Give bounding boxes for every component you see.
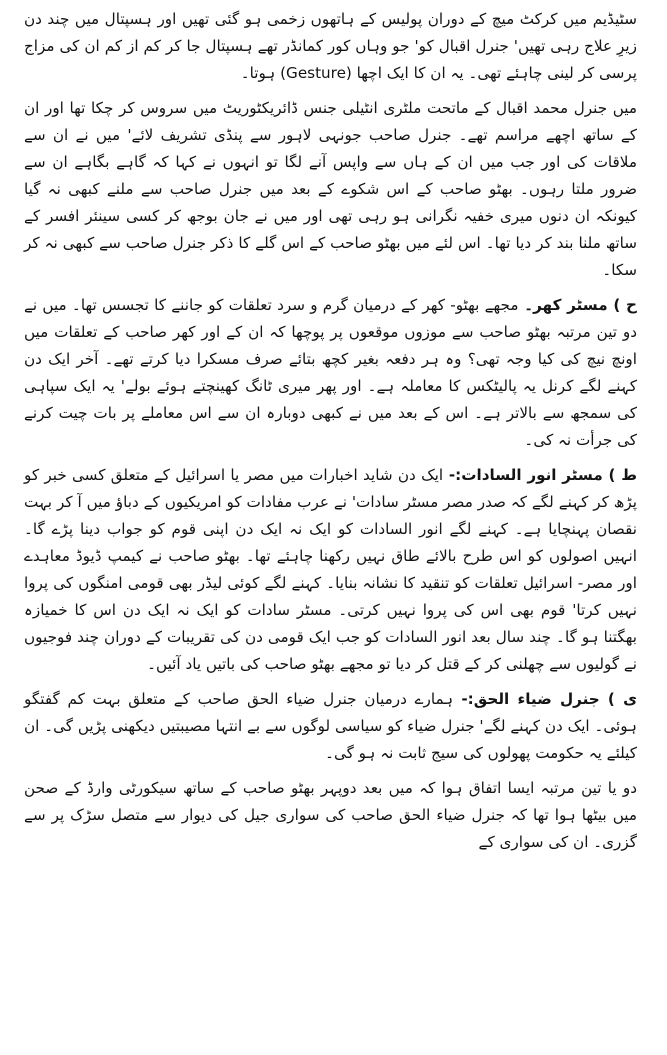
section-heading: مسٹر انور السادات:- bbox=[443, 466, 603, 484]
section-marker: ح ) bbox=[607, 296, 637, 314]
text-line: میں جنرل محمد اقبال کے ماتحت ملٹری انٹیلی جنس ڈائریکٹوریٹ میں سروس کر چکا تھا اور ان کے ساتھ اچھے bbox=[24, 99, 638, 144]
text-line: کے اس شکوے کے بعد میں جنرل صاحب سے ملنے کبھی نہ گیا کیونکہ ان دنوں میری خفیہ نگرانی ہو رہی تھی bbox=[24, 180, 637, 225]
paragraph-mr-khar bbox=[24, 292, 637, 454]
text-line: معاملہ ہے۔ اور پھر میری ٹانگ کھینچتے ہوئے بولے' یہ ایک سپاہی کی سمجھ سے بالاتر ہے۔ اس کے بعد میں bbox=[24, 377, 637, 422]
section-marker: ط ) bbox=[602, 466, 638, 484]
text-line: بالائے طاق نہیں رکھنا چاہئے تھا۔ بھٹو صاحب نے کیمپ ڈیوڈ معاہدے اور مصر- اسرائیل تعلقات کو تنقید bbox=[24, 547, 637, 592]
text-line: سیج ثابت نہ ہو گی۔ bbox=[325, 744, 459, 762]
text-line: سٹیڈیم میں کرکٹ میچ کے دوران پولیس کے ہاتھوں زخمی ہو گئی تھیں اور ہسپتال میں چند دن زیرِ علاج رہی bbox=[24, 10, 637, 55]
text-line: مرتبہ بھٹو صاحب سے موزوں موقعوں پر پوچھا کہ ان کے اور کھر صاحب کے تعلقات میں اونچ نیچ کی کیا وجہ bbox=[24, 323, 637, 368]
text-line: تقریبات کے دوران چند فوجیوں نے گولیوں سے چھلنی کر کے قتل کر دیا تو مجھے بھٹو صاحب کی باتیں یاد bbox=[24, 628, 637, 673]
section-marker: ی ) bbox=[599, 690, 637, 708]
section-heading: جنرل ضیاء الحق:- bbox=[453, 690, 600, 708]
paragraph-security-ward bbox=[24, 775, 637, 856]
text-line: آئیں۔ bbox=[147, 655, 181, 673]
section-heading: مسٹر کھر۔ bbox=[518, 296, 608, 314]
text-line: کہنے لگے' جنرل ضیاء کو سیاسی لوگوں سے بے انتہا مصیبتیں دیکھنی پڑیں گی۔ ان کیلئے یہ حکومت پھولوں کی bbox=[24, 717, 637, 762]
text-line: ہمارے درمیان جنرل ضیاء الحق صاحب کے متعلق بہت کم گفتگو ہوئی۔ ایک دن bbox=[24, 690, 638, 735]
text-line: تھیں' جنرل اقبال کو' جو وہاں کور کمانڈر تھے ہسپتال جا کر کم از کم ان کی مزاج پرسی کر لینی چاہئے تھی۔ یہ bbox=[24, 37, 637, 82]
text-line: دو یا تین مرتبہ ایسا اتفاق ہوا کہ میں بعد دوپہر بھٹو صاحب کے ساتھ سیکورٹی وارڈ کے صحن میں بیٹھا ہوا bbox=[24, 779, 638, 824]
text-line: مراسم تھے۔ جنرل صاحب جونہی لاہور سے پنڈی تشریف لائے' میں نے ان سے ملاقات کی اور جب میں bbox=[24, 126, 637, 171]
text-line: نے کبھی دوبارہ ان سے اس معاملے پر بات چیت کرنے کی جرأت نہ کی۔ bbox=[24, 404, 637, 449]
text-line: ان کا ایک اچھا (Gesture) ہوتا۔ bbox=[240, 64, 446, 82]
text-line: لگے کہ صدر مصر مسٹر سادات' نے عرب مفادات کو امریکیوں کے دباؤ میں آ کر بہت نقصان پہنچایا ہے۔ bbox=[24, 493, 637, 538]
text-line: تھی؟ وہ ہر دفعہ بغیر کچھ بتائے صرف مسکرا دیا کرتے تھے۔ آخر ایک دن کہنے لگے کرنل یہ پالیٹکس کا bbox=[24, 350, 637, 395]
text-line: سادات کو ایک نہ ایک دن اس کا خمیازہ بھگتنا ہو گا۔ چند سال بعد انور السادات کو جب ایک قومی دن کی bbox=[24, 601, 637, 646]
text-line: کا ذکر جنرل صاحب سے کبھی نہ کر سکا۔ bbox=[24, 234, 637, 279]
text-line: ان کے ہاں سے واپس آنے لگا تو انہوں نے کہا کہ گاہے بگاہے ان سے ضرور ملتا رہوں۔ بھٹو صاحب bbox=[24, 153, 637, 198]
text-line: اور میں نے جان بوجھ کر کسی سینئر افسر کے ساتھ ملنا بند کر دیا تھا۔ اس لئے میں بھٹو صاحب کے اس گلے bbox=[24, 207, 637, 252]
paragraph-zia-ul-haq bbox=[24, 686, 637, 767]
text-line: ایک دن شاید اخبارات میں مصر یا اسرائیل کے متعلق کسی خبر کو پڑھ کر کہنے bbox=[24, 466, 637, 511]
paragraph-general-iqbal bbox=[24, 95, 637, 284]
paragraph-anwar-sadat bbox=[24, 462, 637, 678]
text-line: کہنے لگے انور السادات کو ایک نہ ایک دن اپنی قوم کو جواب دینا پڑے گا۔ انہیں اصولوں کو اس طرح bbox=[24, 520, 637, 565]
paragraph-hospital-visit bbox=[24, 6, 637, 87]
text-line: تھا کہ جنرل ضیاء الحق صاحب کی سواری جیل کی دیوار سے متصل سڑک پر سے گزری۔ ان کی سواری کے bbox=[24, 806, 637, 851]
text-line: کا نشانہ بنایا۔ کہنے لگے کوئی لیڈر بھی قومی امنگوں کی پروا نہیں کرتا' قوم بھی اس کی پروا نہیں کرتی۔ مسٹر bbox=[24, 574, 637, 619]
text-line: مجھے بھٹو- کھر کے درمیان گرم و سرد تعلقات کو جاننے کا تجسس تھا۔ میں نے دو تین bbox=[24, 296, 637, 341]
